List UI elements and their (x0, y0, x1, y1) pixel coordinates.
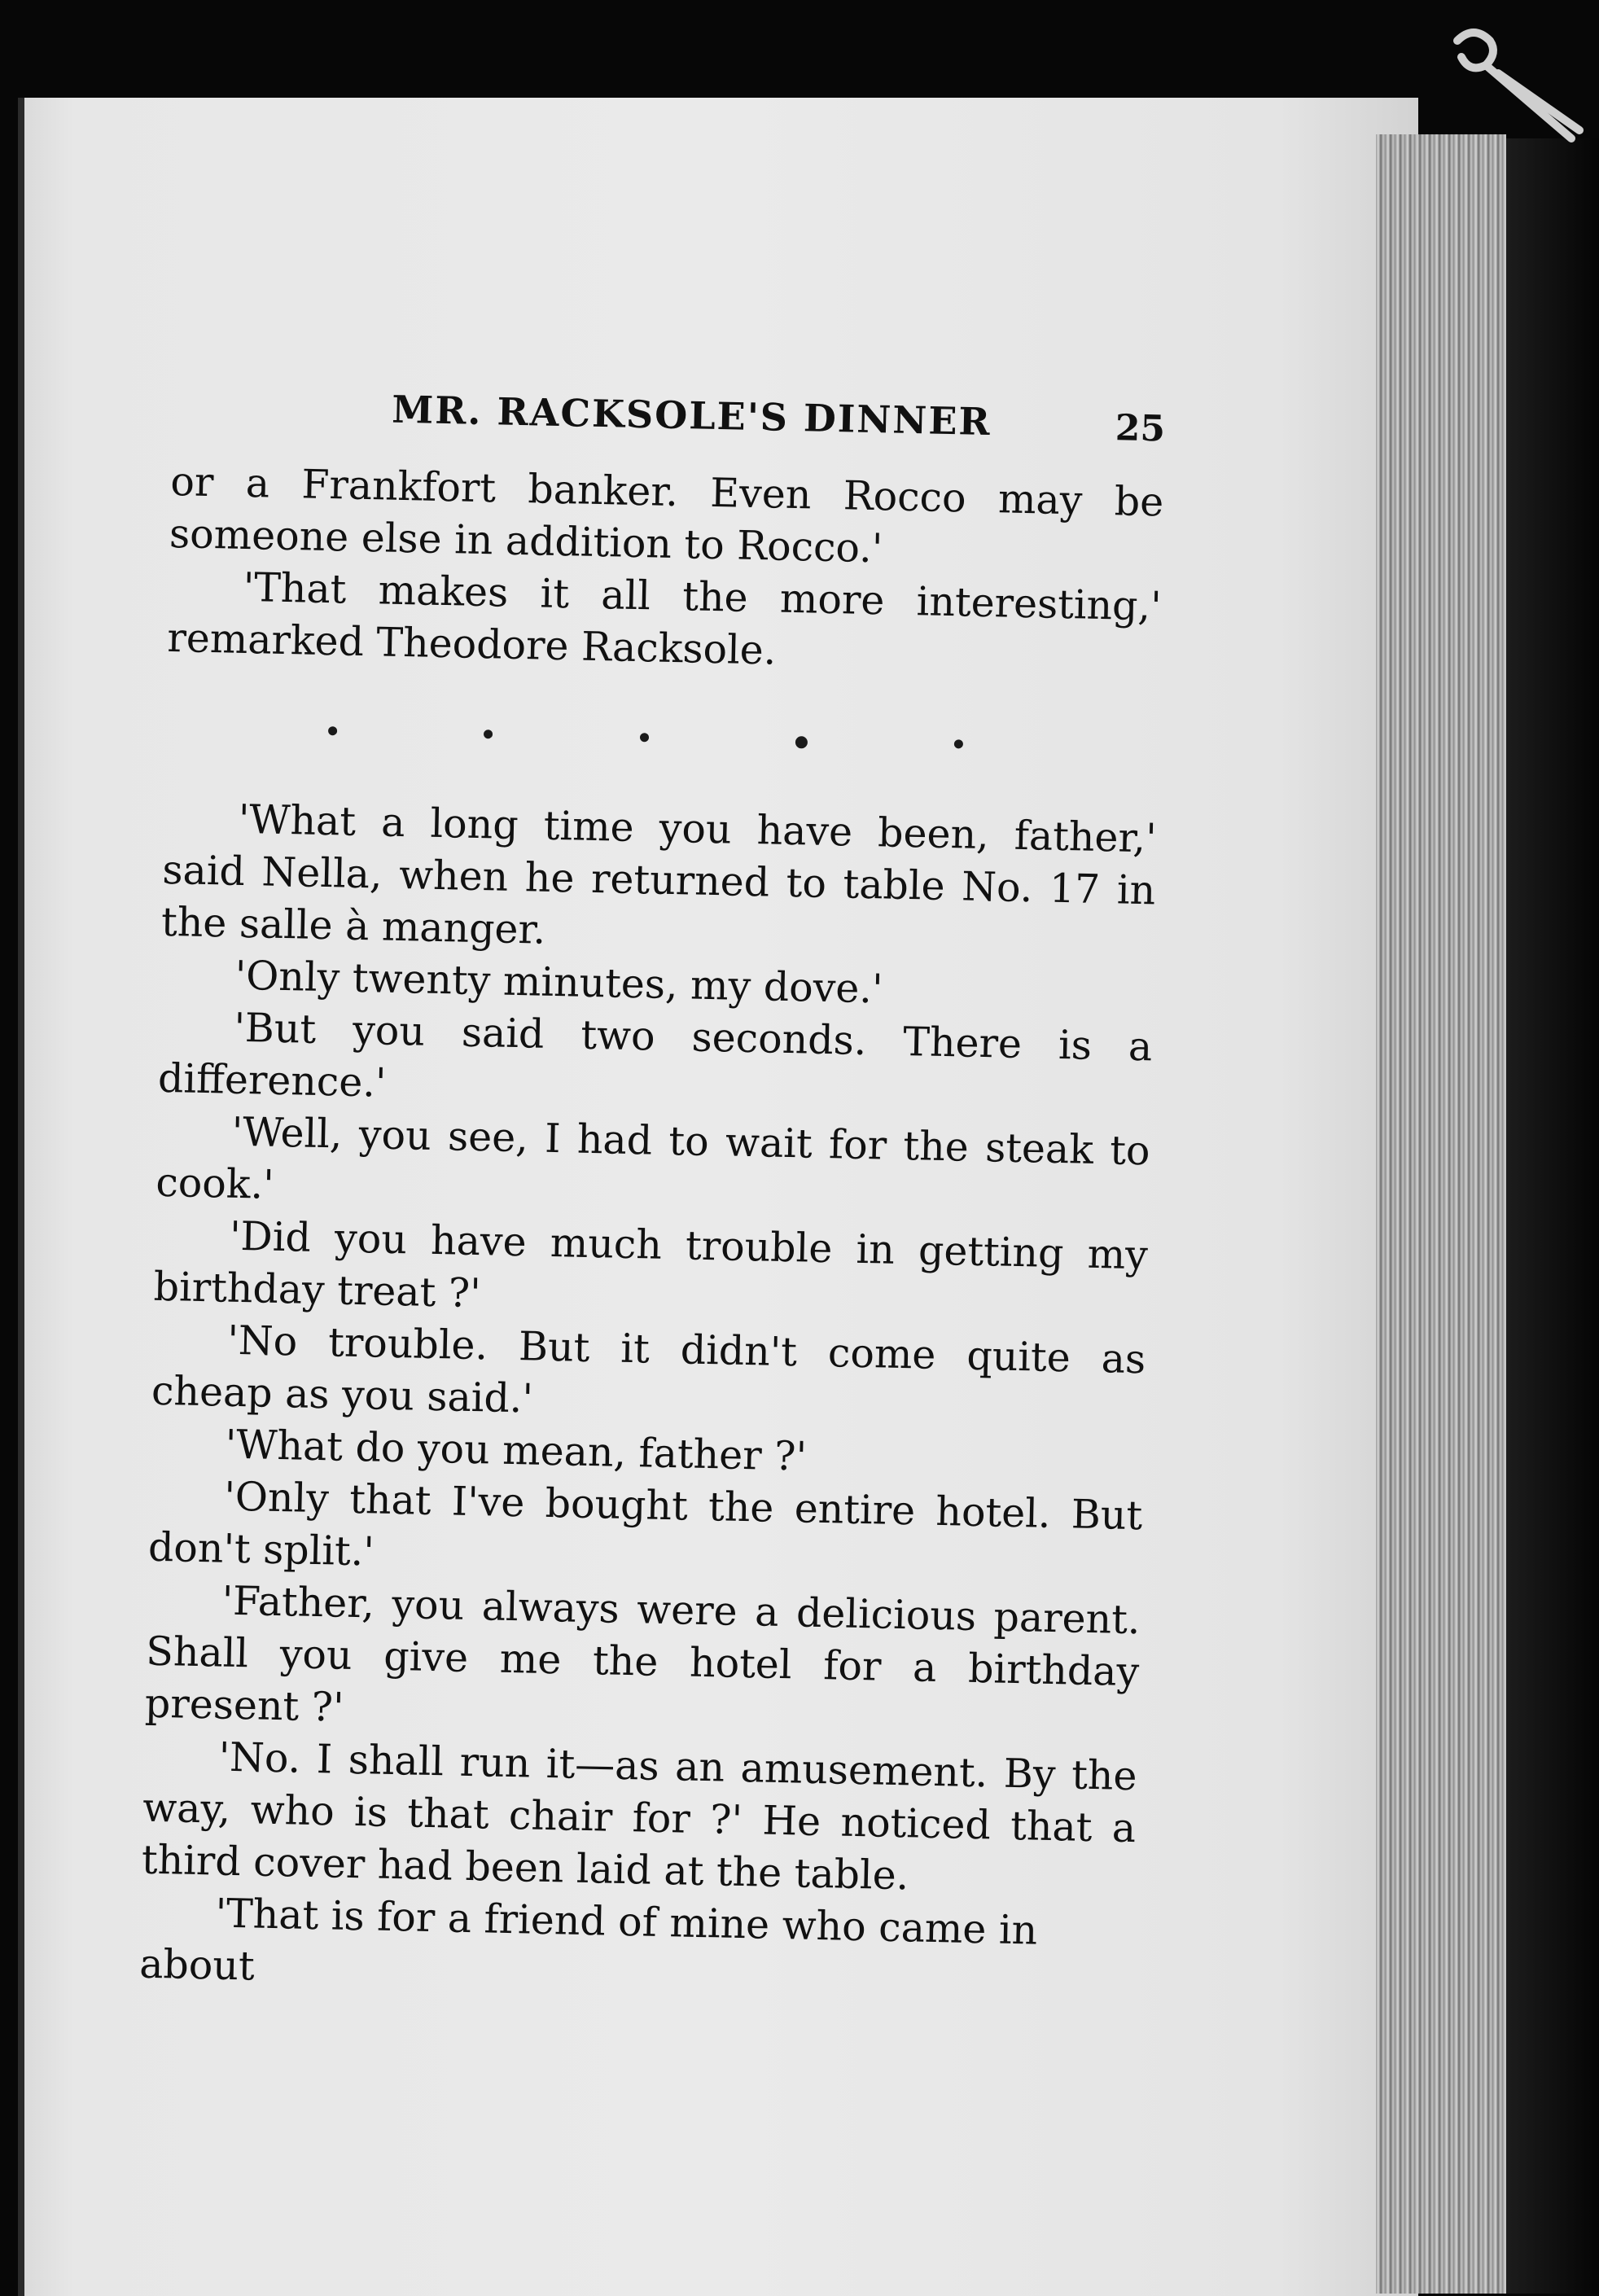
paragraph: 'Did you have much trouble in getting my birthday treat ?' (153, 1212, 1149, 1317)
paragraph: 'No. I shall run it—as an amusement. By the way, who is that chair for ?' He noticed that a third cover had been laid at the table. (141, 1733, 1138, 1899)
paragraph: 'But you said two seconds. There is a difference.' (157, 1004, 1153, 1106)
paragraph: 'That is for a friend of mine who came in about (138, 1890, 1038, 1990)
paragraph: or a Frankfort banker. Even Rocco may be someone else in addition to Rocco.' (169, 458, 1164, 572)
text-block (139, 383, 1166, 2011)
paragraph: 'That makes it all the more interesting,' remarked Theodore Racksole. (166, 563, 1163, 674)
book-page (18, 98, 1418, 2296)
paragraph: 'Well, you see, I had to wait for the steak to cook.' (155, 1108, 1151, 1208)
gutter-edge (18, 98, 24, 2296)
paragraph: 'No trouble. But it didn't come quite as cheap as you said.' (151, 1317, 1146, 1422)
section-break-dot (795, 736, 808, 748)
section-break-dot (954, 739, 963, 748)
page-edge-shadow (1506, 138, 1599, 2294)
binder-clip-icon (1441, 16, 1588, 155)
paragraph: 'What do you mean, father ?' (225, 1421, 808, 1480)
paragraph: 'Father, you always were a delicious parent. Shall you give me the hotel for a birthday present ?' (144, 1577, 1141, 1731)
section-break-dot (328, 726, 337, 735)
paragraph: 'What a long time you have been, father,' said Nella, when he returned to table No. 17 in the salle à manger. (160, 795, 1158, 953)
section-break (328, 726, 963, 751)
section-break-dot (484, 730, 493, 738)
paragraph: 'Only that I've bought the entire hotel. But don't split.' (147, 1473, 1143, 1575)
running-head-title: MR. RACKSOLE'S DINNER (391, 387, 992, 445)
section-break-dot (639, 733, 648, 742)
page-fore-edge (1376, 134, 1506, 2294)
page-number: 25 (1115, 407, 1166, 450)
paragraph: 'Only twenty minutes, my dove.' (234, 952, 884, 1013)
